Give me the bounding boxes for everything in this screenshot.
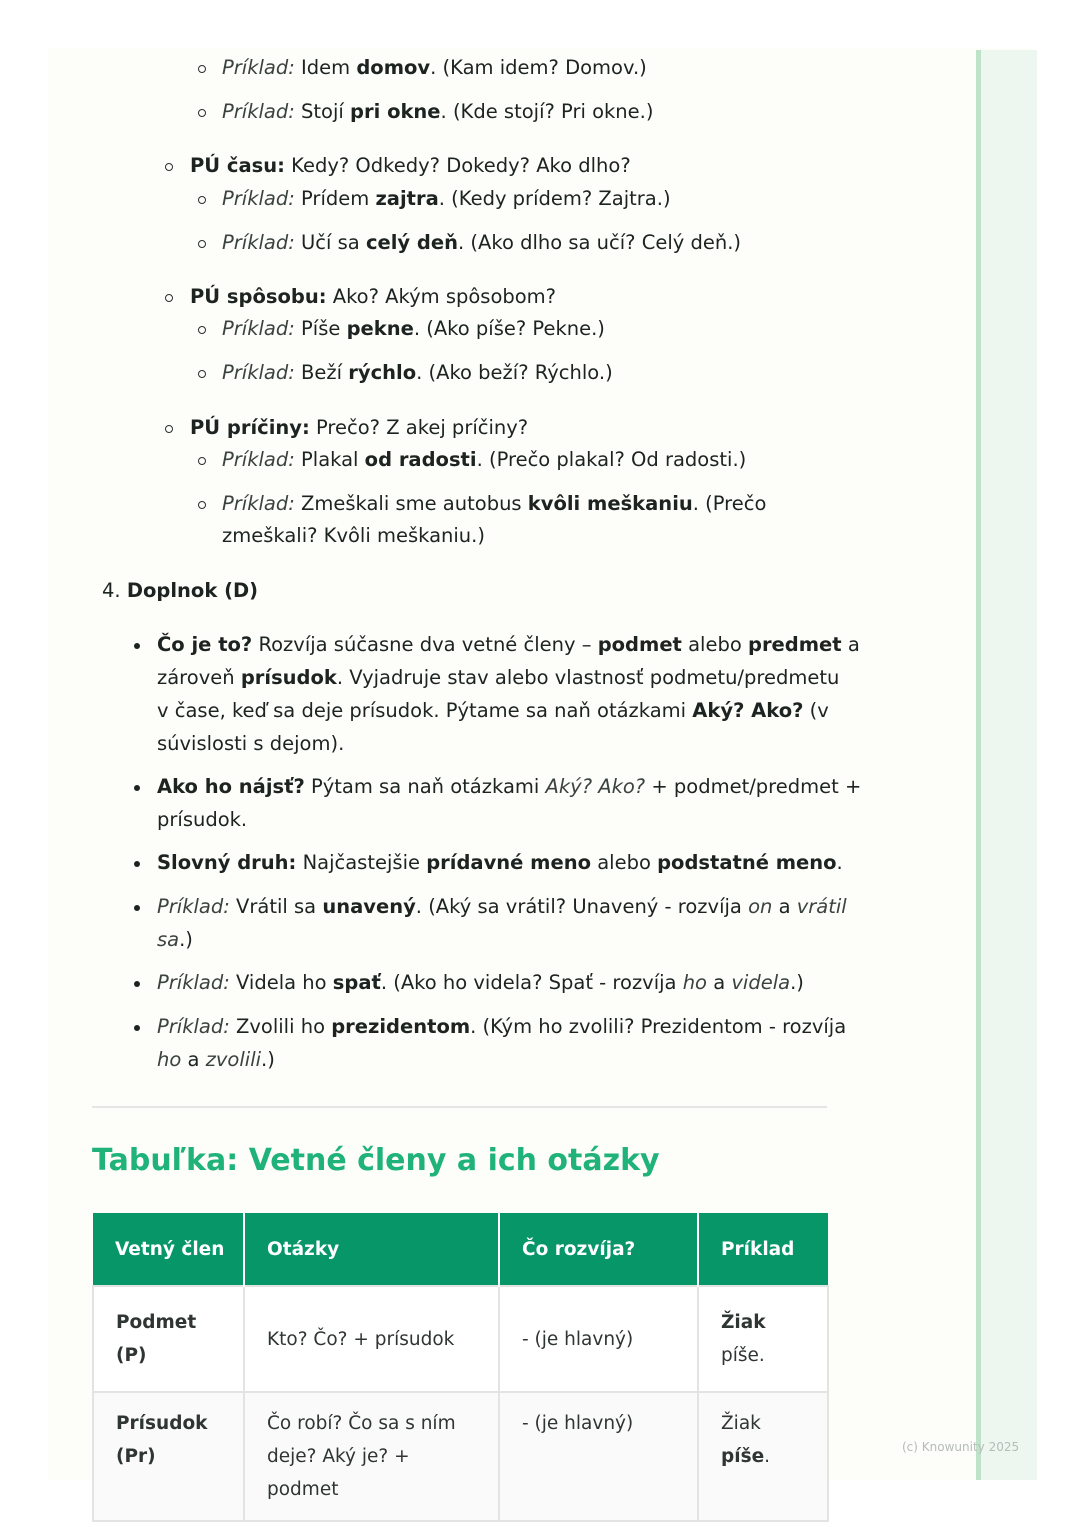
example-line: Príklad: Plakal od radosti. (Prečo plakal? Od radosti.): [222, 448, 747, 471]
example-line: Príklad: Prídem zajtra. (Kedy prídem? Zajtra.): [222, 187, 671, 210]
priklad-line: Príklad: Zvolili ho prezidentom. (Kým ho zvolili? Prezidentom - rozvíja: [157, 1015, 847, 1038]
bullet-icon: [134, 1025, 140, 1031]
circle-bullet-icon: [165, 425, 173, 433]
example-line: Príklad: Idem domov. (Kam idem? Domov.): [222, 56, 647, 79]
circle-bullet-icon: [198, 370, 206, 378]
slovny-druh-line: Slovný druh: Najčastejšie prídavné meno alebo podstatné meno.: [157, 851, 843, 874]
pu-casu-heading: PÚ času: Kedy? Odkedy? Dokedy? Ako dlho?: [190, 154, 631, 177]
bullet-icon: [134, 905, 140, 911]
divider: [92, 1106, 827, 1108]
cell-member: Podmet (P): [93, 1286, 244, 1392]
col-header: Vetný člen: [93, 1213, 244, 1286]
priklad-line-cont: ho a zvolili.): [157, 1048, 275, 1071]
priklad-line: Príklad: Vrátil sa unavený. (Aký sa vrátil? Unavený - rozvíja on a vrátil: [157, 895, 847, 918]
example-line: Príklad: Stojí pri okne. (Kde stojí? Pri okne.): [222, 100, 654, 123]
cell-develops: - (je hlavný): [499, 1286, 698, 1392]
cell-member: Prísudok (Pr): [93, 1392, 244, 1521]
example-line: Príklad: Píše pekne. (Ako píše? Pekne.): [222, 317, 605, 340]
circle-bullet-icon: [198, 501, 206, 509]
watermark: (c) Knowunity 2025: [902, 1440, 1020, 1454]
priklad-line: Príklad: Videla ho spať. (Ako ho videla? Spať - rozvíja ho a videla.): [157, 971, 804, 994]
cell-questions: Čo robí? Čo sa s ním deje? Aký je? + podmet: [244, 1392, 499, 1521]
table-row: [93, 1286, 828, 1392]
circle-bullet-icon: [198, 65, 206, 73]
circle-bullet-icon: [165, 294, 173, 302]
co-je-to-line2: zároveň prísudok. Vyjadruje stav alebo vlastnosť podmetu/predmetu: [157, 666, 840, 689]
section-title: Tabuľka: Vetné členy a ich otázky: [92, 1143, 660, 1178]
circle-bullet-icon: [198, 326, 206, 334]
col-header: Čo rozvíja?: [499, 1213, 698, 1286]
bullet-icon: [134, 643, 140, 649]
circle-bullet-icon: [198, 109, 206, 117]
ako-najst-line1: Ako ho nájsť? Pýtam sa naň otázkami Aký? Ako? + podmet/predmet +: [157, 775, 862, 798]
co-je-to-line3: v čase, keď sa deje prísudok. Pýtame sa naň otázkami Aký? Ako? (v: [157, 699, 829, 722]
bullet-icon: [134, 861, 140, 867]
cell-example: Žiak píše.: [698, 1286, 828, 1392]
bullet-icon: [134, 981, 140, 987]
table-row: [93, 1392, 828, 1521]
co-je-to-line1: Čo je to? Rozvíja súčasne dva vetné členy – podmet alebo predmet a: [157, 633, 860, 656]
side-panel: [976, 50, 1037, 1480]
pu-priciny-heading: PÚ príčiny: Prečo? Z akej príčiny?: [190, 416, 529, 439]
circle-bullet-icon: [198, 457, 206, 465]
example-line: Príklad: Zmeškali sme autobus kvôli meškaniu. (Prečo: [222, 492, 767, 515]
example-line-cont: zmeškali? Kvôli meškaniu.): [222, 524, 485, 547]
members-table: [92, 1213, 829, 1522]
circle-bullet-icon: [198, 240, 206, 248]
bullet-icon: [134, 785, 140, 791]
cell-questions: Kto? Čo? + prísudok: [244, 1286, 499, 1392]
example-line: Príklad: Beží rýchlo. (Ako beží? Rýchlo.): [222, 361, 613, 384]
cell-develops: - (je hlavný): [499, 1392, 698, 1521]
pu-sposobu-heading: PÚ spôsobu: Ako? Akým spôsobom?: [190, 285, 557, 308]
table-header-row: [93, 1213, 828, 1286]
cell-example: Žiak píše.: [698, 1392, 828, 1521]
priklad-line-cont: sa.): [157, 928, 193, 951]
circle-bullet-icon: [165, 163, 173, 171]
col-header: Príklad: [698, 1213, 828, 1286]
section-heading-doplnok: 4. Doplnok (D): [102, 579, 259, 602]
co-je-to-line4: súvislosti s dejom).: [157, 732, 345, 755]
circle-bullet-icon: [198, 196, 206, 204]
example-line: Príklad: Učí sa celý deň. (Ako dlho sa učí? Celý deň.): [222, 231, 742, 254]
ako-najst-line2: prísudok.: [157, 808, 248, 831]
col-header: Otázky: [244, 1213, 499, 1286]
